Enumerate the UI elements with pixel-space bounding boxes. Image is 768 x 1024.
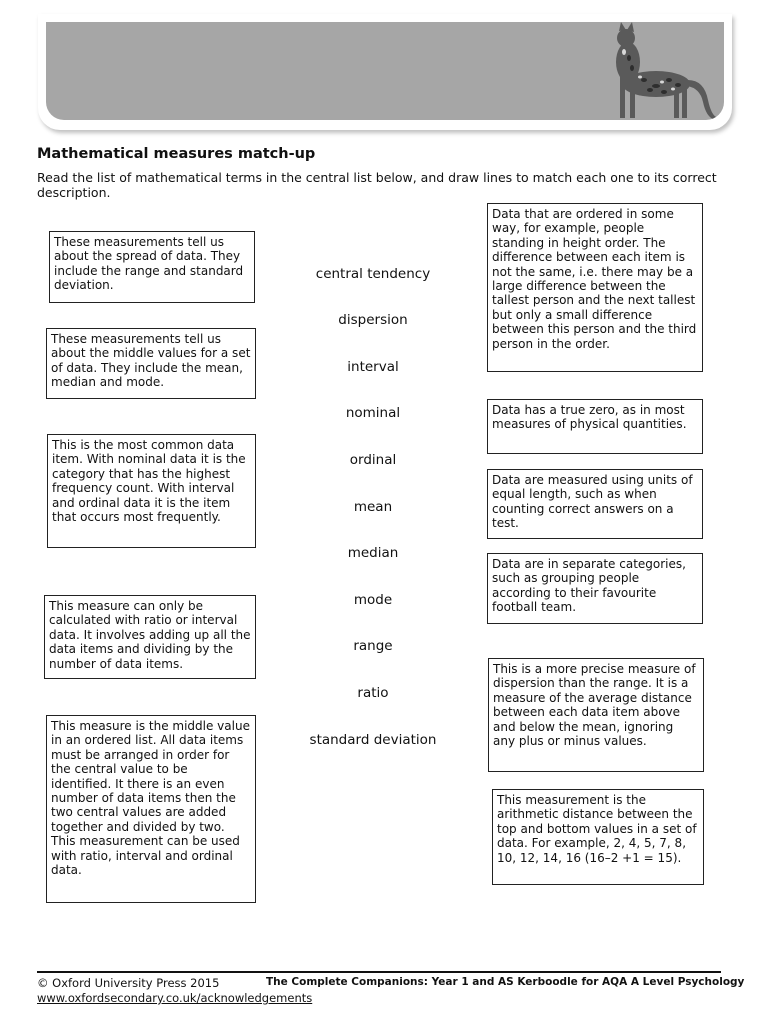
term-mode: mode	[353, 592, 393, 608]
footer-divider	[37, 971, 721, 973]
left-description-box: This measure is the middle value in an ordered list. All data items must be arranged in order for the central value to be identified. It there is an even number of data items then the two central values are added together and divided by two. This measurement can be used with ratio, interval and ordinal data.	[46, 715, 256, 903]
left-description-box: These measurements tell us about the spread of data. They include the range and standard deviation.	[49, 231, 255, 303]
term-ordinal: ordinal	[349, 452, 397, 468]
footer-copyright: © Oxford University Press 2015	[37, 976, 220, 990]
cat-photo	[574, 22, 724, 120]
header-banner	[38, 14, 732, 130]
left-description-box: These measurements tell us about the middle values for a set of data. They include the mean, median and mode.	[46, 328, 256, 399]
footer-url-link[interactable]: www.oxfordsecondary.co.uk/acknowledgements	[37, 991, 313, 1005]
term-interval: interval	[347, 359, 399, 375]
right-description-box: Data are in separate categories, such as grouping people according to their favourite football team.	[487, 553, 703, 624]
right-description-box: Data that are ordered in some way, for example, people standing in height order. The difference between each item is not the same, i.e. there may be a large difference between the tallest person and the next tallest but only a small difference between this person and the third person in the order.	[487, 203, 703, 372]
right-description-box: This is a more precise measure of dispersion than the range. It is a measure of the average distance between each data item above and below the mean, ignoring any plus or minus values.	[488, 658, 704, 772]
page-title: Mathematical measures match-up	[37, 146, 316, 162]
left-description-box: This is the most common data item. With nominal data it is the category that has the highest frequency count. With interval and ordinal data it is the item that occurs most frequently.	[47, 434, 256, 548]
left-description-box: This measure can only be calculated with ratio or interval data. It involves adding up all the data items and dividing by the number of data items.	[44, 595, 256, 679]
term-median: median	[347, 545, 399, 561]
right-description-box: Data has a true zero, as in most measures of physical quantities.	[487, 399, 703, 454]
header-banner-fill	[46, 22, 724, 120]
right-description-box: This measurement is the arithmetic distance between the top and bottom values in a set of data. For example, 2, 4, 5, 7, 8, 10, 12, 14, 16 (16–2 +1 = 15).	[492, 789, 704, 885]
instructions: Read the list of mathematical terms in the central list below, and draw lines to match each one to its correct description.	[37, 170, 717, 200]
term-range: range	[353, 638, 393, 654]
term-nominal: nominal	[345, 405, 401, 421]
term-ratio: ratio	[357, 685, 389, 701]
term-standard-deviation: standard deviation	[309, 732, 437, 748]
term-central-tendency: central tendency	[315, 266, 431, 282]
term-dispersion: dispersion	[338, 312, 408, 328]
right-description-box: Data are measured using units of equal length, such as when counting correct answers on a test.	[487, 469, 703, 539]
term-mean: mean	[353, 499, 393, 515]
footer-product-title: The Complete Companions: Year 1 and AS Kerboodle for AQA A Level Psychology	[266, 976, 745, 988]
